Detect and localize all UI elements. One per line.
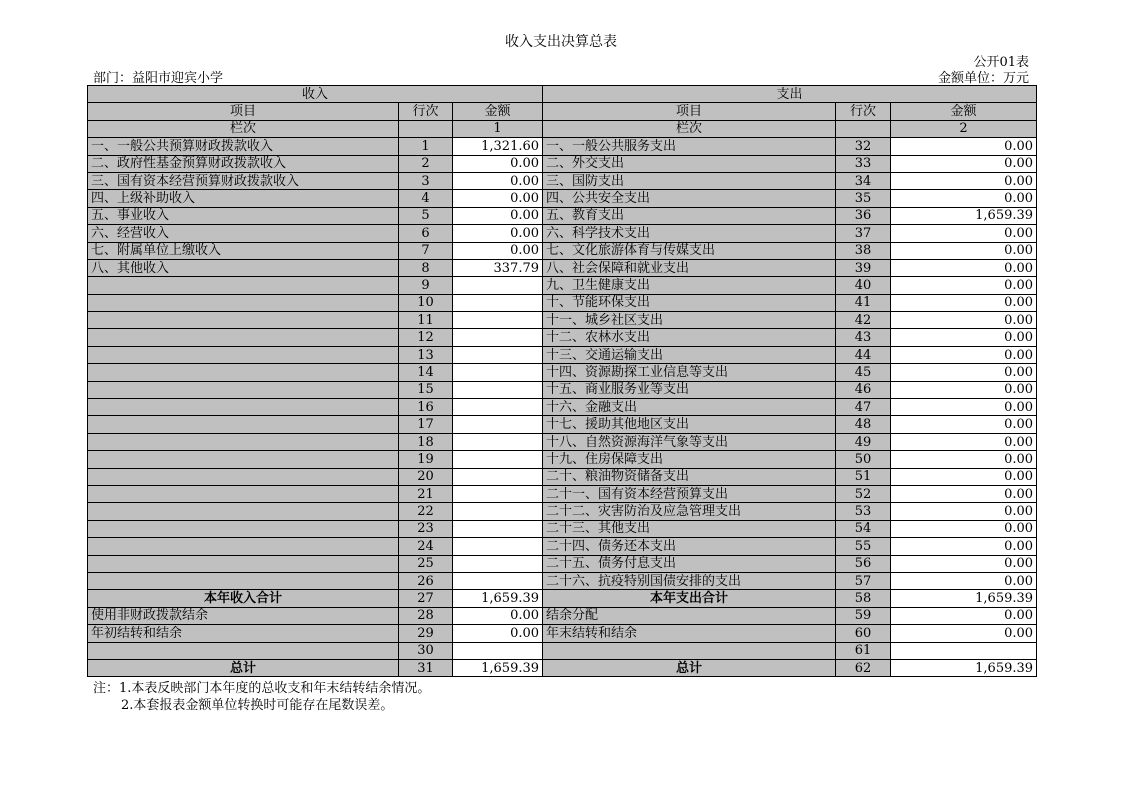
income-row-no-cell: 17 [399,416,453,433]
expense-amount-cell: 1,659.39 [891,659,1037,676]
expense-amount-cell: 0.00 [891,138,1037,155]
table-row [88,607,1037,624]
income-item-cell: 七、附属单位上缴收入 [88,242,399,259]
income-amount-cell: 0.00 [453,172,543,189]
expense-amount-cell: 0.00 [891,190,1037,207]
column-number-row [88,120,1037,137]
expense-row-no-cell: 40 [836,277,891,294]
table-row [88,329,1037,346]
income-amount-cell: 0.00 [453,155,543,172]
expense-amount-cell: 0.00 [891,259,1037,276]
expense-amount-cell: 0.00 [891,155,1037,172]
expense-item-header: 项目 [543,103,836,120]
table-row [88,312,1037,329]
income-item-cell: 二、政府性基金预算财政拨款收入 [88,155,399,172]
table-row [88,625,1037,642]
expense-amount-cell: 0.00 [891,625,1037,642]
expense-row-no-cell: 38 [836,242,891,259]
table-row [88,138,1037,155]
footnote-1: 注：1.本表反映部门本年度的总收支和年末结转结余情况。 [93,681,431,696]
income-amount-header: 金额 [453,103,543,120]
expense-amount-cell: 0.00 [891,399,1037,416]
expense-row-no-cell: 34 [836,172,891,189]
income-row-no-cell: 5 [399,207,453,224]
income-row-no-cell: 27 [399,590,453,607]
income-amount-cell: 0.00 [453,207,543,224]
income-amount-cell: 0.00 [453,625,543,642]
expense-item-cell: 本年支出合计 [543,590,836,607]
expense-item-cell: 一、一般公共服务支出 [543,138,836,155]
income-item-cell [88,451,399,468]
income-item-header: 项目 [88,103,399,120]
income-row-no-cell: 10 [399,294,453,311]
expense-item-cell: 二十二、灾害防治及应急管理支出 [543,503,836,520]
income-item-cell [88,520,399,537]
table-row [88,399,1037,416]
income-item-cell [88,433,399,450]
table-row [88,242,1037,259]
income-amount-cell [453,277,543,294]
expense-row-no-cell: 43 [836,329,891,346]
footnote-2: 2.本套报表金额单位转换时可能存在尾数误差。 [121,698,394,713]
table-row [88,433,1037,450]
income-amount-cell [453,538,543,555]
expense-amount-header: 金额 [891,103,1037,120]
expense-item-cell: 三、国防支出 [543,172,836,189]
expense-item-cell: 十五、商业服务业等支出 [543,381,836,398]
income-item-cell [88,538,399,555]
expense-column-no-blank [836,120,891,137]
expense-item-cell: 十四、资源勘探工业信息等支出 [543,364,836,381]
table-row [88,485,1037,502]
income-amount-cell: 1,321.60 [453,138,543,155]
income-row-no-cell: 19 [399,451,453,468]
income-amount-cell [453,485,543,502]
income-item-cell: 使用非财政拨款结余 [88,607,399,624]
table-row [88,190,1037,207]
income-item-cell [88,294,399,311]
income-row-no-header: 行次 [399,103,453,120]
expense-row-no-cell: 42 [836,312,891,329]
income-row-no-cell: 15 [399,381,453,398]
income-column-no-label: 栏次 [88,120,399,137]
income-item-cell: 五、事业收入 [88,207,399,224]
expense-item-cell: 十一、城乡社区支出 [543,312,836,329]
expense-amount-cell: 0.00 [891,172,1037,189]
income-item-cell [88,468,399,485]
expense-amount-cell: 0.00 [891,312,1037,329]
income-item-cell [88,642,399,659]
income-amount-cell [453,433,543,450]
income-amount-cell: 1,659.39 [453,590,543,607]
expense-item-cell: 十、节能环保支出 [543,294,836,311]
income-amount-cell [453,520,543,537]
report-title: 收入支出决算总表 [505,34,617,50]
income-row-no-cell: 21 [399,485,453,502]
expense-amount-cell: 0.00 [891,468,1037,485]
expense-amount-cell: 0.00 [891,242,1037,259]
expense-row-no-cell: 52 [836,485,891,502]
income-item-cell [88,381,399,398]
income-row-no-cell: 20 [399,468,453,485]
expense-row-no-cell: 32 [836,138,891,155]
expense-row-no-cell: 62 [836,659,891,676]
expense-item-cell [543,642,836,659]
expense-item-cell: 七、文化旅游体育与传媒支出 [543,242,836,259]
income-amount-cell [453,294,543,311]
expense-column-no: 2 [891,120,1037,137]
table-row [88,225,1037,242]
expense-row-no-cell: 49 [836,433,891,450]
expense-amount-cell: 0.00 [891,503,1037,520]
table-row [88,346,1037,363]
income-row-no-cell: 6 [399,225,453,242]
table-row [88,294,1037,311]
expense-amount-cell: 0.00 [891,294,1037,311]
expense-item-cell: 二十三、其他支出 [543,520,836,537]
expense-row-no-cell: 46 [836,381,891,398]
expense-row-no-cell: 60 [836,625,891,642]
expense-item-cell: 二十、粮油物资储备支出 [543,468,836,485]
expense-item-cell: 六、科学技术支出 [543,225,836,242]
income-item-cell [88,399,399,416]
expense-amount-cell: 0.00 [891,485,1037,502]
income-amount-cell: 1,659.39 [453,659,543,676]
income-amount-cell [453,503,543,520]
expense-row-no-cell: 56 [836,555,891,572]
income-row-no-cell: 9 [399,277,453,294]
expense-row-no-cell: 45 [836,364,891,381]
expense-row-no-cell: 37 [836,225,891,242]
income-item-cell: 一、一般公共预算财政拨款收入 [88,138,399,155]
income-item-cell [88,346,399,363]
income-item-cell: 年初结转和结余 [88,625,399,642]
income-row-no-cell: 24 [399,538,453,555]
department-label: 部门：益阳市迎宾小学 [93,71,224,86]
income-row-no-cell: 22 [399,503,453,520]
income-row-no-cell: 16 [399,399,453,416]
expense-amount-cell [891,642,1037,659]
expense-item-cell: 十八、自然资源海洋气象等支出 [543,433,836,450]
income-amount-cell [453,346,543,363]
expense-amount-cell: 1,659.39 [891,207,1037,224]
income-item-cell: 本年收入合计 [88,590,399,607]
table-row [88,364,1037,381]
income-row-no-cell: 30 [399,642,453,659]
expense-item-cell: 四、公共安全支出 [543,190,836,207]
expense-item-cell: 十九、住房保障支出 [543,451,836,468]
expense-row-no-cell: 47 [836,399,891,416]
income-amount-cell [453,416,543,433]
table-row [88,468,1037,485]
table-row [88,572,1037,589]
income-amount-cell [453,364,543,381]
expense-row-no-cell: 39 [836,259,891,276]
income-expense-table [87,85,1037,677]
income-amount-cell: 0.00 [453,225,543,242]
expense-item-cell: 二十一、国有资本经营预算支出 [543,485,836,502]
income-row-no-cell: 4 [399,190,453,207]
income-row-no-cell: 11 [399,312,453,329]
income-item-cell [88,416,399,433]
column-header-row [88,103,1037,120]
income-item-cell: 八、其他收入 [88,259,399,276]
expense-amount-cell: 0.00 [891,538,1037,555]
expense-column-no-label: 栏次 [543,120,836,137]
expense-row-no-cell: 61 [836,642,891,659]
table-row [88,451,1037,468]
expense-section-header: 支出 [543,86,1037,103]
form-code: 公开01表 [973,55,1029,70]
year-total-row [88,590,1037,607]
table-row [88,277,1037,294]
income-amount-cell [453,381,543,398]
expense-amount-cell: 0.00 [891,433,1037,450]
income-row-no-cell: 29 [399,625,453,642]
expense-amount-cell: 0.00 [891,451,1037,468]
income-item-cell [88,555,399,572]
amount-unit-label: 金额单位：万元 [937,71,1029,86]
expense-item-cell: 二、外交支出 [543,155,836,172]
income-item-cell [88,364,399,381]
income-row-no-cell: 2 [399,155,453,172]
income-amount-cell [453,451,543,468]
expense-amount-cell: 0.00 [891,555,1037,572]
income-amount-cell [453,555,543,572]
income-row-no-cell: 12 [399,329,453,346]
expense-amount-cell: 0.00 [891,364,1037,381]
expense-item-cell: 十三、交通运输支出 [543,346,836,363]
expense-amount-cell: 0.00 [891,346,1037,363]
expense-item-cell: 十六、金融支出 [543,399,836,416]
expense-item-cell: 十二、农林水支出 [543,329,836,346]
income-amount-cell: 0.00 [453,242,543,259]
expense-row-no-header: 行次 [836,103,891,120]
expense-amount-cell: 1,659.39 [891,590,1037,607]
income-column-no: 1 [453,120,543,137]
expense-item-cell: 九、卫生健康支出 [543,277,836,294]
expense-item-cell: 二十六、抗疫特别国债安排的支出 [543,572,836,589]
income-row-no-cell: 18 [399,433,453,450]
income-item-cell [88,277,399,294]
income-amount-cell [453,642,543,659]
expense-item-cell: 二十五、债务付息支出 [543,555,836,572]
expense-row-no-cell: 36 [836,207,891,224]
expense-row-no-cell: 48 [836,416,891,433]
table-row [88,381,1037,398]
expense-row-no-cell: 53 [836,503,891,520]
expense-amount-cell: 0.00 [891,277,1037,294]
income-amount-cell: 0.00 [453,607,543,624]
income-amount-cell [453,329,543,346]
expense-row-no-cell: 41 [836,294,891,311]
expense-amount-cell: 0.00 [891,381,1037,398]
income-item-cell [88,485,399,502]
income-row-no-cell: 14 [399,364,453,381]
income-amount-cell [453,572,543,589]
expense-row-no-cell: 57 [836,572,891,589]
table-row [88,207,1037,224]
expense-item-cell: 结余分配 [543,607,836,624]
table-row [88,642,1037,659]
expense-item-cell: 十七、援助其他地区支出 [543,416,836,433]
section-header-row [88,86,1037,103]
income-amount-cell: 0.00 [453,190,543,207]
expense-amount-cell: 0.00 [891,416,1037,433]
income-row-no-cell: 1 [399,138,453,155]
expense-amount-cell: 0.00 [891,520,1037,537]
expense-item-cell: 八、社会保障和就业支出 [543,259,836,276]
income-item-cell [88,329,399,346]
income-amount-cell [453,312,543,329]
footnotes [93,680,430,714]
expense-row-no-cell: 54 [836,520,891,537]
income-row-no-cell: 3 [399,172,453,189]
expense-row-no-cell: 50 [836,451,891,468]
income-amount-cell [453,399,543,416]
income-row-no-cell: 23 [399,520,453,537]
income-row-no-cell: 8 [399,259,453,276]
table-row [88,555,1037,572]
income-row-no-cell: 31 [399,659,453,676]
income-section-header: 收入 [88,86,543,103]
table-row [88,538,1037,555]
expense-row-no-cell: 51 [836,468,891,485]
income-row-no-cell: 26 [399,572,453,589]
income-item-cell [88,312,399,329]
table-row [88,416,1037,433]
income-item-cell: 总计 [88,659,399,676]
expense-amount-cell: 0.00 [891,329,1037,346]
grand-total-row [88,659,1037,676]
income-row-no-cell: 25 [399,555,453,572]
table-row [88,503,1037,520]
income-column-no-blank [399,120,453,137]
expense-item-cell: 总计 [543,659,836,676]
income-amount-cell: 337.79 [453,259,543,276]
expense-amount-cell: 0.00 [891,607,1037,624]
expense-item-cell: 年末结转和结余 [543,625,836,642]
income-row-no-cell: 7 [399,242,453,259]
income-item-cell [88,572,399,589]
expense-item-cell: 五、教育支出 [543,207,836,224]
income-amount-cell [453,468,543,485]
table-row [88,155,1037,172]
expense-item-cell: 二十四、债务还本支出 [543,538,836,555]
expense-row-no-cell: 44 [836,346,891,363]
expense-row-no-cell: 33 [836,155,891,172]
expense-row-no-cell: 58 [836,590,891,607]
table-row [88,259,1037,276]
table-row [88,520,1037,537]
income-row-no-cell: 28 [399,607,453,624]
income-item-cell: 三、国有资本经营预算财政拨款收入 [88,172,399,189]
expense-row-no-cell: 55 [836,538,891,555]
table-row [88,172,1037,189]
income-item-cell: 六、经营收入 [88,225,399,242]
income-row-no-cell: 13 [399,346,453,363]
income-item-cell: 四、上级补助收入 [88,190,399,207]
expense-row-no-cell: 35 [836,190,891,207]
expense-amount-cell: 0.00 [891,225,1037,242]
expense-amount-cell: 0.00 [891,572,1037,589]
expense-row-no-cell: 59 [836,607,891,624]
income-item-cell [88,503,399,520]
